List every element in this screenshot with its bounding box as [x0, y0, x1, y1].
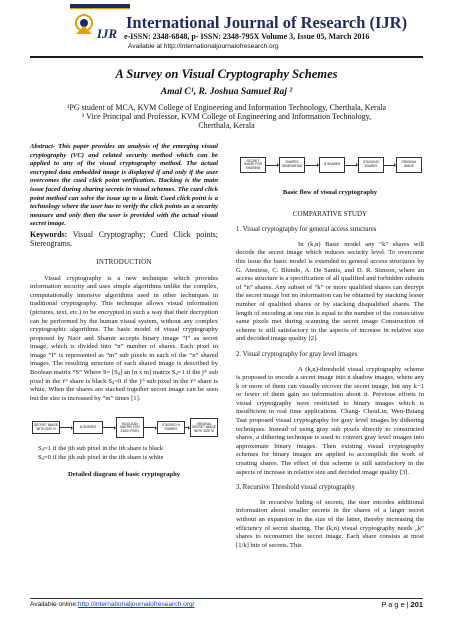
diagram2-box-shares-generating: SHARES GENERATING	[279, 157, 305, 173]
keywords-text: Visual Cryptography; Cued Click points; Stereograms.	[30, 229, 218, 249]
diagram-basic-flow	[236, 147, 424, 183]
diagram1-box-original-image: ORIGINAL SECRET IMAGE WITH SIZE M	[190, 418, 218, 437]
logo-text: IJR	[96, 26, 118, 41]
abstract	[30, 143, 218, 229]
diagram2-arrow-2	[305, 165, 317, 166]
section-heading-comparative: COMPARATIVE STUDY	[292, 209, 368, 218]
footer-available-online	[30, 601, 194, 608]
diagram2-box-original-image: ORIGINAL IMAGE	[396, 157, 422, 173]
subsection-1-text: In (k,n) Basic model any “k” shares will decode the secret image which reduces security level. To overcome this issue the basic model is extended to general access structures by G. Ateniese, C. Blundo, A. De Santis, and D. R. Stinson, where an access structure is a specification of all qualified and forbidden subsets of “n” shares. Any subset of “k” or more qualified shares can decrypt the secret image but no information can be obtained by stacking lesser number of qualified shares or by stacking disqualified shares. The length of encoding at one run is equal to the number of the consecutive same pixels met during scanning the secret image Construction of scheme is still satisfactory in the aspects of increase in relative size and decoded image quality [2].	[236, 240, 424, 343]
footer-page-label: P a g e |	[381, 600, 409, 609]
subsection-2-text: A (k,n)-threshold visual cryptography scheme is proposed to encode a secret image into n shadow images, where any k or more of them can visually recover the secret image, but any k−1 or fewer of them gain no information about it. Previous efforts in visual cryptography were restricted to binary images which is insufficient in real time applications. Chang- ChouLin, Wen-Hsiang Tsai proposed visual cryptography for gray level images by dithering techniques. Instead of using gray sub pixels directly to constructed shares, a dithering technique is used to convert gray level images into approximate binary images. Then existing visual cryptography schemes for binary images are applied to accomplish the work of creating shares. The effect of this scheme is still satisfactory in the aspects of increase in relative size and decoded image quality [3].	[236, 365, 424, 476]
figure-caption-basic-flow: Basic flow of visual cryptography	[282, 189, 378, 196]
abstract-label: Abstract-	[30, 143, 56, 150]
diagram2-box-n-shares: N SHARES	[319, 157, 345, 173]
footer-page-number	[381, 600, 423, 609]
sij-black-note: Sᵢⱼ=1 if the jth sub pixel in the ith share is black	[38, 445, 164, 453]
left-column	[30, 143, 218, 479]
journal-title: International Journal of Research (IJR)	[126, 13, 408, 32]
keywords-label: Keywords:	[30, 229, 68, 239]
sij-white-note: Sᵢⱼ=0 if the jth sub pixel in the ith share is white	[38, 454, 164, 462]
introduction-paragraph: Visual cryptography is a new technique which provides information security and uses simple algorithms unlike the complex, computationally intensive algorithms used in other techniques in traditional cryptography. This technique allows visual information (pictures, text, etc.) to be encrypted in such a way that their decryption can be performed by the human visual system, without any complex cryptographic algorithms. The basic model of visual cryptography proposed by Naor and Shamir accepts binary image “I” as secret image, which is divided into “n” number of shares. Each pixel in image “I” is represented as “m” sub pixels in each of the “n” shared images. The resulting structure of each shared image is described by Boolean matrix “S” Where S= [Sᵢⱼ] an [n x m] matrix Sᵢⱼ=1 if the jᵗʰ sub pixel in the iᵗʰ share is black Sᵢⱼ=0 if the jᵗʰ sub pixel in the iᵗʰ share is white. When the shares are stacked together secret image can be seen but the size is increased by “m” times [1].	[30, 274, 218, 402]
journal-header	[0, 0, 453, 66]
journal-logo	[70, 4, 130, 44]
diagram1-box-boolean-matrix: BOOLEAN MATRIX FOR EACH PIXEL	[116, 417, 144, 438]
footer-journal-link[interactable]: http://internationaljournalofresearch.org/	[77, 601, 195, 608]
right-column	[236, 143, 424, 550]
header-divider	[30, 56, 423, 58]
diagram2-box-stacking-shares: STACKING SHARES	[358, 157, 384, 173]
journal-issn: e-ISSN: 2348-6848, p- ISSN: 2348-795X Volume 3, Issue 05, March 2016	[124, 32, 370, 41]
paper-title: A Survey on Visual Cryptography Schemes	[115, 67, 338, 81]
diagram1-arrow-1	[60, 427, 71, 428]
abstract-text: This paper provides an analysis of the emerging visual cryptography (VC) and related security method which can be applied to any of the visual cryptography method. The actual encrypted data embedded image is displayed if and only if the user overcomes the cued click point verification. Hacking is the main issue faced during sharing secrets in visual schemes. The cued click point method can solve the issue up to a limit. Cued click point is a technology where the user has to verify the click points as a security measure and only then the user is provided with the actual visual secret image.	[30, 143, 218, 228]
diagram2-arrow-3	[345, 165, 356, 166]
figure-caption-basic-cryptography: Detailed diagram of basic cryptography	[67, 470, 181, 478]
page-number: 201	[410, 600, 423, 609]
subsection-3-text: In recursive hiding of secrets, the user encodes additional information about smaller secrets in the shares of a larger secret without an expansion in the size of the latter, thereby increasing the efficiency of secret sharing. The (k,n) visual cryptography needs „k” shares to reconstruct the secret image. Each share consists at most [1/k] bits of secrets. This	[236, 498, 424, 549]
subsection-2-heading: 2. Visual cryptography for gray level images	[236, 350, 358, 358]
subsection-1-heading: 1. Visual cryptography for general access structures	[236, 226, 377, 234]
footer-divider	[30, 598, 423, 599]
footer-available-label: Available online:	[30, 601, 78, 608]
affiliation-3: Cherthala, Kerala	[198, 121, 255, 130]
diagram1-arrow-2	[103, 427, 114, 428]
diagram1-arrow-3	[144, 427, 155, 428]
paper-authors: Amal C¹, R. Joshua Samuel Raj ²	[160, 86, 293, 97]
subsection-3-heading: 3. Recursive Threshold visual cryptography	[236, 484, 355, 492]
diagram1-box-secret-image: SECRET IMAGE WITH SIZE N	[32, 421, 60, 434]
affiliation-1: ¹PG student of MCA, KVM College of Engineering and Information Technology, Cherthala, Kerala	[66, 103, 387, 112]
diagram2-arrow-1	[266, 165, 277, 166]
diagram2-box-secret-image: SECRET IMAGE FOR SHARING	[240, 157, 266, 173]
section-heading-introduction: INTRODUCTION	[96, 257, 152, 266]
affiliation-2: ² Vice Principal and Professor, KVM College of Engineering and Information Technology,	[81, 112, 372, 121]
diagram1-arrow-4	[185, 427, 188, 428]
diagram1-box-n-shares: N SHARES	[73, 421, 103, 434]
diagram1-box-stacked-shares: STACKED N SHARES	[157, 421, 185, 434]
journal-url[interactable]: Available at http://internationaljournalofresearch.org	[128, 43, 279, 50]
diagram2-arrow-4	[384, 165, 394, 166]
keywords	[30, 230, 218, 249]
diagram-basic-cryptography	[30, 413, 218, 443]
